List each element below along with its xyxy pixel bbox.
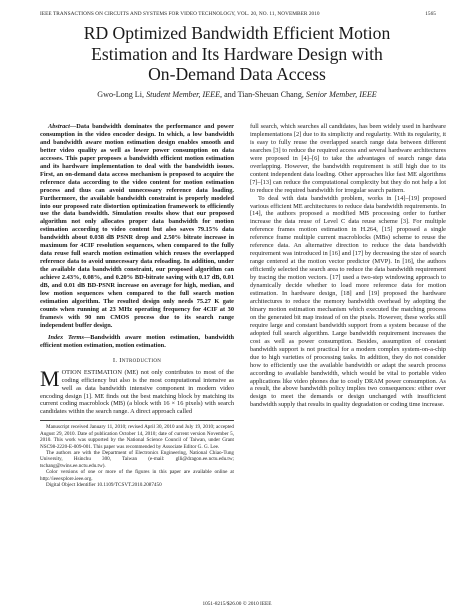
abstract-text: Data bandwidth dominates the performance and power consumption in the video encoder design. In which, a low bandwidth and bandwidth aware motion estimation design enables smooth and better video quality as well as lower power consumption on data accesses. This paper proposes a bandwidth efficient motion estimation and its hardware implementation to deal with the bandwidth issues. First, an on-demand data access mechanism is proposed to acquire the reference data according to the video content for motion estimation process and thus can avoid unnecessary reference data loading. Furthermore, the available bandwidth constraint is properly modeled into our proposed rate distortion optimization framework to efficiently use the data bandwidth. Simulation results show that our proposed algorithm not only allocates proper data bandwidth for motion estimation according to video content but also saves 79.15% data bandwidth about 0.038 dB PSNR drop and 2.50% bitrate increase in maximum for 4CIF resolution sequences, when compared to the fully data reuse full search motion estimation which reuses the overlapped reference data to avoid unnecessary data reloading. In addition, under the available data bandwidth constraint, our proposed algorithm can achieve 2.43%, 0.08%, and 0.20% BD-bitrate saving with 0.17 dB, 0.01 dB, and 0.01 dB BD-PSNR increase on average for high, median, and low motion sequences when compared to the full search motion estimation algorithm. The resulted design only needs 75.27 K gate counts when running at 23 MHz operating frequency for 4CIF at 30 frames/s with 90 nm CMOS process due to its search range independent buffer design.: [40, 123, 234, 329]
right-paragraph-1: full search, which searches all candidates, has been widely used in hardware implementations [2] due to its simplicity and regularity. With its regularity, it is easy to fully reuse the overlapped search range data between different searches [3] to reduce the required access and several hardware architectures were proposed in [4]–[6] to take the advantages of search range data overlapping. However, the bandwidth requirement is still high due to its content independent data loading. Other approaches like fast ME algorithms [7]–[13] can reduce the computational complexity but they do not help a lot to reduce the required bandwidth for irregular search pattern.: [250, 123, 446, 194]
paper-title: [20, 23, 454, 85]
section-heading-introduction: I. Introduction: [112, 356, 162, 364]
intro-text: OTION ESTIMATION (ME) not only contributes to most of the coding efficiency but also is the most computational intensive as well as data bandwidth intensive component in modern video encoding design [1]. ME finds out the best matching block by matching its current coding macroblock (MB) (a block with 16 × 16 pixels) with search candidates within the search range. A direct approach called: [40, 368, 234, 416]
title-line-3: On-Demand Data Access: [148, 64, 326, 84]
title-line-2: Estimation and Its Hardware Design with: [91, 43, 383, 64]
abstract-label: Abstract: [48, 123, 70, 130]
copyright-code: 1051-8215/$26.00 © 2010 IEEE: [202, 601, 272, 607]
footnote-color-versions: Color versions of one or more of the figures in this paper are available online at http://ieeexplore.ieee.org.: [40, 469, 234, 482]
abstract: Abstract—Data bandwidth dominates the performance and power consumption in the video encoder design. In which, a low bandwidth and bandwidth aware motion estimation design enables smooth and better video quality as well as lower power consumption on data accesses. This paper proposes a bandwidth efficient motion estimation and its hardware implementation to deal with the bandwidth issues. First, an on-demand data access mechanism is proposed to acquire the reference data according to the video content for motion estimation process and thus can avoid unnecessary reference data loading. Furthermore, the available bandwidth constraint is properly modeled into our proposed rate distortion optimization framework to efficiently use the data bandwidth. Simulation results show that our proposed algorithm not only allocates proper data bandwidth for motion estimation according to video content but also saves 79.15% data bandwidth about 0.038 dB PSNR drop and 2.50% bitrate increase in maximum for 4CIF resolution sequences, when compared to the fully data reuse full search motion estimation which reuses the overlapped reference data to avoid unnecessary data reloading. In addition, under the available data bandwidth constraint, our proposed algorithm can achieve 2.43%, 0.08%, and 0.20% BD-bitrate saving with 0.17 dB, 0.01 dB, and 0.01 dB BD-PSNR increase on average for high, median, and low motion sequences when compared to the full search motion estimation algorithm. The resulted design only needs 75.27 K gate counts when running at 23 MHz operating frequency for 4CIF at 30 frames/s with 90 nm CMOS process due to its search range independent buffer design.: [40, 123, 234, 329]
running-head: [40, 11, 436, 17]
author-connector: and Tian-Sheuan Chang,: [224, 90, 304, 99]
journal-name: IEEE TRANSACTIONS ON CIRCUITS AND SYSTEMS FOR VIDEO TECHNOLOGY, VOL. 20, NO. 11, NOVEMBER 2010: [40, 11, 320, 17]
footnotes: [40, 420, 234, 488]
index-terms: Index Terms—Bandwidth aware motion estimation, bandwidth efficient motion estimation, motion estimation.: [40, 333, 234, 349]
page-number: 1565: [425, 11, 436, 17]
title-line-1: RD Optimized Bandwidth Efficient Motion: [83, 23, 391, 43]
index-terms-text: Bandwidth aware motion estimation, bandwidth efficient motion estimation, motion estimation.: [40, 333, 234, 349]
author-line: [20, 90, 454, 99]
footnote-affiliation: The authors are with the Department of Electronics Engineering, National Chiao-Tung University, Hsinchu 300, Taiwan (e-mail: glli@dragon.ee.nctu.edu.tw; tschang@twins.ee.nctu.edu.tw).: [40, 449, 234, 469]
author-1: Gwo-Long Li,: [97, 90, 145, 99]
author-2-membership: Senior Member, IEEE: [305, 90, 377, 99]
intro-paragraph: [40, 365, 234, 417]
left-column: [40, 123, 234, 488]
footnote-manuscript: Manuscript received January 11, 2010; revised April 30, 2010 and July 19, 2010; accepted August 29, 2010. Date of publication October 14, 2010; date of current version November 5, 2010. This work was supported by the National Science Council of Taiwan, under Grant NSC98-2220-E-009-001. This paper was recommended by Associate Editor G. G. Lee.: [40, 424, 234, 450]
author-1-membership: Student Member, IEEE,: [146, 90, 223, 99]
right-paragraph-2: To deal with data bandwidth problem, works in [14]–[19] proposed various efficient ME architectures to reduce data bandwidth requirements. In [14], the authors proposed a modified MB processing order to further increase the data reuse of Level C data reuse scheme [3]. For multiple reference frames motion estimation in H.264, [15] proposed a single reference frame multiple current macroblocks (MBs) scheme to reuse the reference data. An alternative direction to reduce the data bandwidth requirement was introduced in [16] and [17] by decreasing the size of search range centered at the motion vector predictor (MVP). In [16], the authors efficiently selected the search area to reduce the data bandwidth requirement by tracing the motion vectors. [17] used a two-step windowing approach to dynamically decide whether to load more reference data for motion estimation. In hardware design, [18] and [19] proposed the hardware architectures to reduce the memory bandwidth overhead by adopting the binary motion estimation mechanism which executed the matching process on the generated bit map instead of on the pixels. However, these works still require large and constant bandwidth support from a system because of the adopted full search algorithm. Large bandwidth requirement increases the cost as well as power consumption. Besides, assumption of constant bandwidth support is not practical for a modern complex system-on-a-chip due to high varieties of processing tasks. In addition, they do not consider how to efficiently use the available bandwidth or adapt the search process according to available bandwidth, which would be vital to portable video applications like video phones due to costly DRAM power consumption. As a result, the above bandwidth policy implies two consequences: either over design to meet the demands or design unchanged with insufficient bandwidth supply that results in quality degradation or coding time increase.: [250, 194, 446, 409]
footnote-doi: Digital Object Identifier 10.1109/TCSVT.2010.2087450: [46, 482, 162, 489]
index-terms-label: Index Terms: [48, 333, 84, 341]
drop-cap: M: [40, 365, 60, 391]
right-column: [250, 123, 446, 409]
